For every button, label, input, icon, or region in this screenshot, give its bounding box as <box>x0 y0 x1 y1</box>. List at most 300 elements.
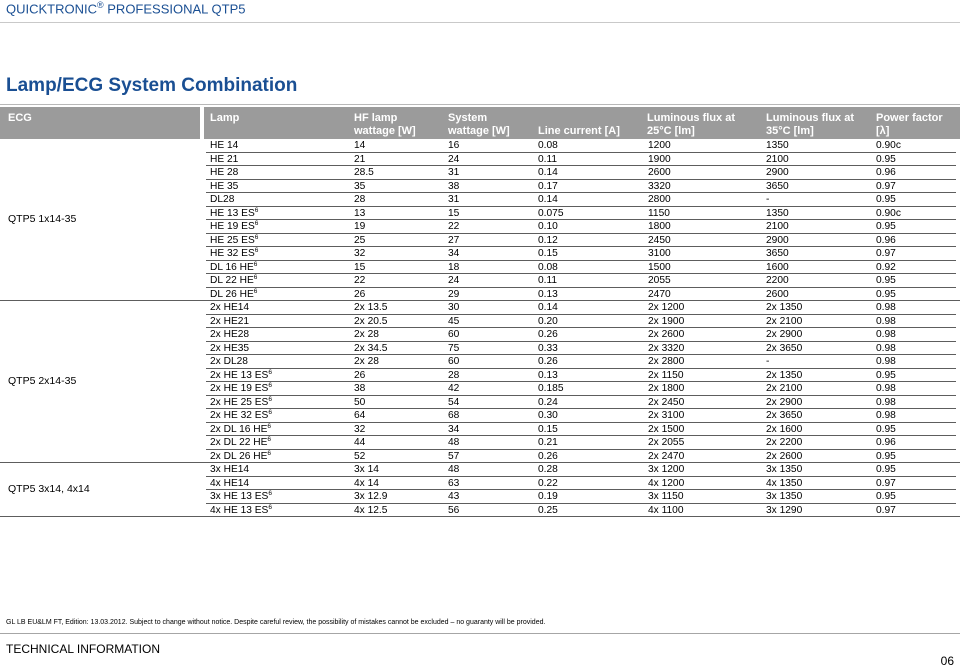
table-row <box>206 396 956 410</box>
table-row <box>206 207 956 221</box>
cell-line-current <box>538 477 558 491</box>
cell-flux-25 <box>648 504 684 518</box>
cell-system-wattage <box>448 342 459 356</box>
cell-power-factor <box>876 207 901 221</box>
cell-power-factor-text: 0.95 <box>876 464 896 475</box>
cell-system-wattage <box>448 423 459 437</box>
cell-flux-35-text: 3x 1350 <box>766 491 803 502</box>
cell-power-factor <box>876 504 896 518</box>
cell-system-wattage <box>448 234 459 248</box>
cell-flux-25-text: 2x 3100 <box>648 410 685 421</box>
cell-flux-35-text: 2x 2100 <box>766 315 803 327</box>
table-row <box>206 153 956 167</box>
cell-line-current-text: 0.13 <box>538 369 558 381</box>
cell-hf-wattage-text: 14 <box>354 140 366 151</box>
cell-line-current <box>538 153 557 167</box>
cell-power-factor-text: 0.98 <box>876 383 896 394</box>
cell-flux-35 <box>766 328 802 342</box>
cell-line-current-text: 0.26 <box>538 450 558 462</box>
cell-system-wattage-text: 30 <box>448 302 460 313</box>
document-header <box>6 0 246 16</box>
cell-system-wattage-text: 45 <box>448 315 460 327</box>
cell-flux-35 <box>766 490 802 504</box>
cell-system-wattage <box>448 288 459 302</box>
cell-flux-35-text: 1350 <box>766 140 789 151</box>
footnote-marker: 6 <box>267 422 272 430</box>
cell-line-current <box>538 301 558 315</box>
cell-line-current <box>538 207 564 221</box>
cell-flux-35-text: 2x 1600 <box>766 423 803 435</box>
cell-hf-wattage-text: 50 <box>354 396 366 408</box>
cell-hf-wattage-text: 26 <box>354 369 366 381</box>
cell-hf-wattage <box>354 369 365 383</box>
cell-system-wattage <box>448 247 459 261</box>
column-header-hf-wattage-line2: wattage [W] <box>354 125 416 137</box>
registered-mark: ® <box>97 0 104 10</box>
table-row <box>206 247 956 261</box>
cell-flux-35-text: 2x 2100 <box>766 383 803 394</box>
cell-flux-25-text: 2x 2800 <box>648 356 685 367</box>
cell-line-current-text: 0.25 <box>538 504 558 516</box>
cell-hf-wattage <box>354 436 365 450</box>
cell-hf-wattage <box>354 490 387 504</box>
cell-system-wattage-text: 57 <box>448 450 460 462</box>
cell-line-current <box>538 423 558 437</box>
cell-flux-35 <box>766 166 789 180</box>
cell-system-wattage <box>448 180 459 194</box>
cell-line-current <box>538 180 558 194</box>
cell-flux-25-text: 1150 <box>648 207 670 219</box>
cell-power-factor <box>876 328 896 342</box>
cell-line-current <box>538 274 557 288</box>
cell-lamp <box>210 166 238 180</box>
cell-line-current <box>538 450 558 464</box>
cell-flux-25 <box>648 301 684 315</box>
cell-lamp-text: 2x HE 13 ES <box>210 369 269 381</box>
cell-flux-25-text: 3x 1150 <box>648 491 684 502</box>
cell-line-current <box>538 234 558 248</box>
cell-flux-35-text: 3650 <box>766 180 789 192</box>
cell-lamp-text: 2x HE 25 ES <box>210 396 269 408</box>
cell-flux-25-text: 2x 2470 <box>648 450 685 462</box>
cell-system-wattage-text: 15 <box>448 207 460 219</box>
cell-lamp-text: 2x HE14 <box>210 302 250 313</box>
cell-lamp-text: HE 14 <box>210 140 239 151</box>
cell-hf-wattage <box>354 301 387 315</box>
cell-line-current-text: 0.08 <box>538 140 558 151</box>
cell-flux-25-text: 2x 3320 <box>648 342 685 354</box>
cell-power-factor <box>876 369 896 383</box>
cell-system-wattage <box>448 139 459 153</box>
cell-flux-25-text: 2800 <box>648 194 671 205</box>
cell-system-wattage-text: 28 <box>448 369 460 381</box>
cell-hf-wattage-text: 15 <box>354 261 366 273</box>
table-row <box>206 409 956 423</box>
cell-flux-25 <box>648 436 684 450</box>
cell-power-factor-text: 0.95 <box>876 288 896 300</box>
cell-line-current-text: 0.26 <box>538 356 558 367</box>
ecg-group-cell <box>0 139 200 301</box>
cell-power-factor <box>876 261 896 275</box>
cell-line-current-text: 0.15 <box>538 248 558 259</box>
page-title: Lamp/ECG System Combination <box>6 75 298 96</box>
cell-power-factor-text: 0.98 <box>876 356 896 367</box>
cell-power-factor-text: 0.97 <box>876 248 896 259</box>
cell-line-current <box>538 193 558 207</box>
table-row <box>206 288 956 302</box>
cell-line-current-text: 0.30 <box>538 410 558 421</box>
cell-system-wattage-text: 60 <box>448 329 460 340</box>
table-row <box>206 450 956 464</box>
cell-power-factor-text: 0.97 <box>876 504 896 516</box>
cell-system-wattage-text: 31 <box>448 194 460 205</box>
cell-flux-35 <box>766 369 802 383</box>
cell-system-wattage <box>448 193 459 207</box>
cell-system-wattage-text: 27 <box>448 234 460 246</box>
cell-flux-25 <box>648 463 684 477</box>
cell-lamp <box>210 382 272 396</box>
footnote-marker: 6 <box>268 382 272 389</box>
table-row <box>206 261 956 275</box>
cell-flux-35 <box>766 261 789 275</box>
cell-lamp-text: 2x HE35 <box>210 342 250 354</box>
cell-flux-25 <box>648 328 684 342</box>
cell-line-current-text: 0.17 <box>538 180 558 192</box>
cell-hf-wattage-text: 2x 28 <box>354 356 379 367</box>
table-row <box>206 315 956 329</box>
cell-system-wattage <box>448 166 459 180</box>
cell-power-factor <box>876 220 896 234</box>
cell-system-wattage-text: 18 <box>448 261 460 273</box>
cell-hf-wattage <box>354 315 387 329</box>
cell-flux-35-text: 2100 <box>766 153 789 165</box>
cell-power-factor-text: 0.98 <box>876 315 896 327</box>
cell-flux-25 <box>648 490 684 504</box>
cell-system-wattage-text: 24 <box>448 275 460 286</box>
cell-power-factor-text: 0.98 <box>876 396 896 408</box>
cell-line-current-text: 0.11 <box>538 153 558 165</box>
cell-line-current-text: 0.08 <box>538 261 558 273</box>
header-divider <box>0 22 960 23</box>
cell-lamp-text: 2x HE 19 ES <box>210 383 269 394</box>
cell-power-factor <box>876 450 896 464</box>
cell-flux-25-text: 4x 1200 <box>648 477 685 489</box>
cell-power-factor <box>876 180 896 194</box>
cell-lamp <box>210 261 257 275</box>
column-header-power-factor <box>876 112 943 138</box>
cell-lamp <box>210 355 248 369</box>
cell-flux-25 <box>648 369 684 383</box>
cell-line-current-text: 0.28 <box>538 464 558 475</box>
cell-line-current <box>538 355 558 369</box>
table-row <box>206 139 956 153</box>
column-header-flux-25-line2: 25°C [lm] <box>647 125 695 137</box>
cell-lamp-text: 2x HE28 <box>210 329 250 340</box>
cell-flux-35-text: 3x 1350 <box>766 464 803 475</box>
footnote-marker: 6 <box>253 287 258 295</box>
cell-flux-35 <box>766 436 802 450</box>
cell-flux-35 <box>766 180 789 194</box>
cell-flux-35-text: - <box>766 194 770 205</box>
cell-lamp <box>210 328 249 342</box>
cell-hf-wattage <box>354 274 365 288</box>
cell-lamp <box>210 409 272 423</box>
cell-lamp-text: DL 22 HE <box>210 275 254 286</box>
cell-lamp-text: 2x DL28 <box>210 356 248 367</box>
cell-power-factor <box>876 382 896 396</box>
column-header-system-wattage-line1: System <box>448 112 488 124</box>
cell-hf-wattage-text: 25 <box>354 234 366 246</box>
cell-system-wattage <box>448 328 459 342</box>
cell-line-current-text: 0.13 <box>538 288 558 300</box>
cell-lamp <box>210 315 249 329</box>
footnote-marker: 6 <box>268 490 272 497</box>
cell-power-factor <box>876 274 896 288</box>
cell-system-wattage <box>448 382 459 396</box>
ecg-group-label: QTP5 2x14-35 <box>8 375 77 387</box>
cell-hf-wattage <box>354 220 365 234</box>
cell-system-wattage <box>448 220 459 234</box>
column-header-lamp: Lamp <box>210 112 240 124</box>
cell-power-factor-text: 0.92 <box>876 261 896 273</box>
cell-flux-35 <box>766 274 789 288</box>
cell-system-wattage <box>448 315 459 329</box>
cell-line-current <box>538 261 558 275</box>
cell-lamp <box>210 207 258 221</box>
cell-line-current-text: 0.14 <box>538 167 558 178</box>
cell-lamp <box>210 193 234 207</box>
cell-flux-35-text: 2200 <box>766 275 789 286</box>
cell-flux-25 <box>648 220 671 234</box>
cell-lamp <box>210 477 249 491</box>
cell-line-current <box>538 139 558 153</box>
cell-power-factor <box>876 315 896 329</box>
column-header-power-factor-line2: [λ] <box>876 125 890 137</box>
cell-hf-wattage <box>354 423 365 437</box>
table-header-data <box>204 107 960 139</box>
footnote-marker: 6 <box>254 233 259 241</box>
cell-flux-25-text: 2x 1500 <box>648 423 685 435</box>
cell-line-current-text: 0.12 <box>538 234 558 246</box>
disclaimer: GL LB EU&LM FT, Edition: 13.03.2012. Subject to change without notice. Despite careful review, the possibility of mistakes cannot be excluded – no guaranty will be provided. <box>6 619 546 626</box>
cell-line-current-text: 0.33 <box>538 342 558 354</box>
cell-lamp-text: HE 21 <box>210 153 239 165</box>
cell-line-current <box>538 247 558 261</box>
cell-flux-25 <box>648 382 684 396</box>
cell-flux-25-text: 2x 2055 <box>648 437 685 448</box>
cell-lamp <box>210 234 258 248</box>
cell-hf-wattage <box>354 153 365 167</box>
cell-line-current <box>538 463 558 477</box>
cell-flux-25 <box>648 166 671 180</box>
cell-system-wattage-text: 16 <box>448 140 460 151</box>
cell-lamp-text: DL 16 HE <box>210 261 254 273</box>
cell-power-factor <box>876 234 896 248</box>
cell-power-factor-text: 0.95 <box>876 275 896 286</box>
cell-flux-25-text: 2x 2450 <box>648 396 685 408</box>
footnote-marker: 6 <box>268 395 272 403</box>
cell-lamp <box>210 288 257 302</box>
cell-line-current <box>538 504 558 518</box>
ecg-group-label: QTP5 3x14, 4x14 <box>8 483 90 495</box>
cell-flux-35 <box>766 342 802 356</box>
cell-flux-25-text: 2055 <box>648 275 671 286</box>
cell-hf-wattage-text: 4x 12.5 <box>354 504 388 516</box>
cell-power-factor <box>876 139 901 153</box>
cell-system-wattage-text: 56 <box>448 504 460 516</box>
cell-system-wattage <box>448 490 459 504</box>
cell-flux-35-text: 2100 <box>766 221 789 232</box>
cell-flux-35-text: 2600 <box>766 288 789 300</box>
cell-hf-wattage <box>354 288 365 302</box>
cell-flux-35-text: 2x 2900 <box>766 396 803 408</box>
cell-flux-35 <box>766 247 789 261</box>
cell-flux-25 <box>648 139 671 153</box>
cell-line-current-text: 0.24 <box>538 396 558 408</box>
cell-hf-wattage-text: 2x 20.5 <box>354 315 388 327</box>
table-row <box>206 342 956 356</box>
cell-power-factor <box>876 355 896 369</box>
column-header-flux-35-line1: Luminous flux at <box>766 112 854 124</box>
cell-flux-35-text: 1600 <box>766 261 789 273</box>
cell-hf-wattage <box>354 409 365 423</box>
cell-hf-wattage-text: 13 <box>354 207 366 219</box>
cell-flux-25 <box>648 288 671 302</box>
cell-flux-35-text: 3x 1290 <box>766 504 803 516</box>
cell-lamp <box>210 463 249 477</box>
cell-power-factor-text: 0.97 <box>876 477 896 489</box>
cell-power-factor-text: 0.98 <box>876 302 896 313</box>
cell-hf-wattage <box>354 450 365 464</box>
cell-flux-35 <box>766 355 769 369</box>
cell-lamp <box>210 436 271 450</box>
cell-flux-35 <box>766 301 802 315</box>
cell-system-wattage-text: 31 <box>448 167 460 178</box>
table-row <box>206 328 956 342</box>
cell-hf-wattage <box>354 342 387 356</box>
cell-power-factor-text: 0.98 <box>876 329 896 340</box>
title-divider <box>0 104 960 105</box>
cell-power-factor <box>876 436 896 450</box>
cell-line-current <box>538 288 558 302</box>
cell-line-current-text: 0.075 <box>538 207 564 219</box>
cell-lamp-text: 2x DL 22 HE <box>210 437 268 448</box>
cell-hf-wattage-text: 3x 12.9 <box>354 491 388 502</box>
table-row <box>206 234 956 248</box>
cell-system-wattage-text: 75 <box>448 342 460 354</box>
cell-hf-wattage-text: 28.5 <box>354 167 374 178</box>
cell-flux-35 <box>766 463 802 477</box>
column-header-line-current: Line current [A] <box>538 125 620 137</box>
cell-hf-wattage <box>354 166 374 180</box>
footnote-marker: 6 <box>254 206 259 214</box>
cell-hf-wattage <box>354 261 365 275</box>
table-row <box>206 436 956 450</box>
cell-flux-35 <box>766 409 802 423</box>
cell-power-factor-text: 0.97 <box>876 180 896 192</box>
cell-system-wattage-text: 34 <box>448 423 460 435</box>
cell-flux-25 <box>648 396 684 410</box>
cell-system-wattage <box>448 396 459 410</box>
cell-hf-wattage-text: 32 <box>354 423 366 435</box>
cell-line-current <box>538 342 558 356</box>
cell-hf-wattage-text: 22 <box>354 275 366 286</box>
cell-flux-25-text: 2450 <box>648 234 671 246</box>
cell-line-current <box>538 315 558 329</box>
cell-flux-35 <box>766 207 789 221</box>
cell-power-factor-text: 0.98 <box>876 342 896 354</box>
cell-line-current <box>538 166 558 180</box>
cell-line-current <box>538 490 558 504</box>
cell-power-factor <box>876 409 896 423</box>
cell-flux-25 <box>648 315 684 329</box>
cell-lamp-text: 3x HE14 <box>210 464 250 475</box>
cell-flux-35 <box>766 193 769 207</box>
cell-system-wattage <box>448 477 459 491</box>
table-row <box>206 274 956 288</box>
cell-hf-wattage-text: 2x 28 <box>354 329 379 340</box>
cell-line-current-text: 0.10 <box>538 221 558 232</box>
cell-power-factor <box>876 342 896 356</box>
table-row <box>206 220 956 234</box>
group-separator <box>0 516 960 517</box>
cell-lamp <box>210 396 272 410</box>
table-row <box>206 355 956 369</box>
cell-flux-35 <box>766 288 789 302</box>
cell-lamp-text: 4x HE 13 ES <box>210 504 269 516</box>
cell-power-factor <box>876 301 896 315</box>
cell-lamp-text: 3x HE 13 ES <box>210 491 269 502</box>
cell-power-factor-text: 0.95 <box>876 194 896 205</box>
cell-hf-wattage-text: 2x 13.5 <box>354 302 388 313</box>
ecg-group-label: QTP5 1x14-35 <box>8 213 77 225</box>
cell-flux-35 <box>766 423 802 437</box>
cell-power-factor-text: 0.96 <box>876 167 896 178</box>
page-number: 06 <box>940 654 954 668</box>
cell-system-wattage-text: 22 <box>448 221 460 232</box>
cell-lamp <box>210 247 258 261</box>
cell-lamp <box>210 153 238 167</box>
cell-hf-wattage <box>354 139 365 153</box>
cell-lamp <box>210 423 271 437</box>
cell-flux-25-text: 3x 1200 <box>648 464 685 475</box>
cell-system-wattage <box>448 355 459 369</box>
cell-line-current-text: 0.14 <box>538 194 558 205</box>
cell-flux-35-text: 1350 <box>766 207 789 219</box>
table-row <box>206 477 956 491</box>
cell-power-factor <box>876 490 896 504</box>
cell-hf-wattage-text: 19 <box>354 221 366 232</box>
footnote-marker: 6 <box>268 368 272 376</box>
cell-flux-35 <box>766 450 802 464</box>
cell-system-wattage <box>448 436 459 450</box>
cell-flux-25-text: 2x 1900 <box>648 315 685 327</box>
cell-line-current <box>538 396 558 410</box>
cell-hf-wattage-text: 35 <box>354 180 366 192</box>
cell-lamp <box>210 450 271 464</box>
cell-hf-wattage <box>354 504 387 518</box>
cell-power-factor <box>876 153 896 167</box>
cell-flux-25-text: 3100 <box>648 248 671 259</box>
cell-power-factor <box>876 477 896 491</box>
cell-system-wattage <box>448 369 459 383</box>
cell-flux-25 <box>648 261 671 275</box>
cell-flux-35-text: 2900 <box>766 234 789 246</box>
cell-line-current <box>538 220 558 234</box>
table-header-ecg <box>0 107 200 139</box>
cell-flux-25-text: 2x 1200 <box>648 302 685 313</box>
cell-flux-25-text: 1800 <box>648 221 671 232</box>
